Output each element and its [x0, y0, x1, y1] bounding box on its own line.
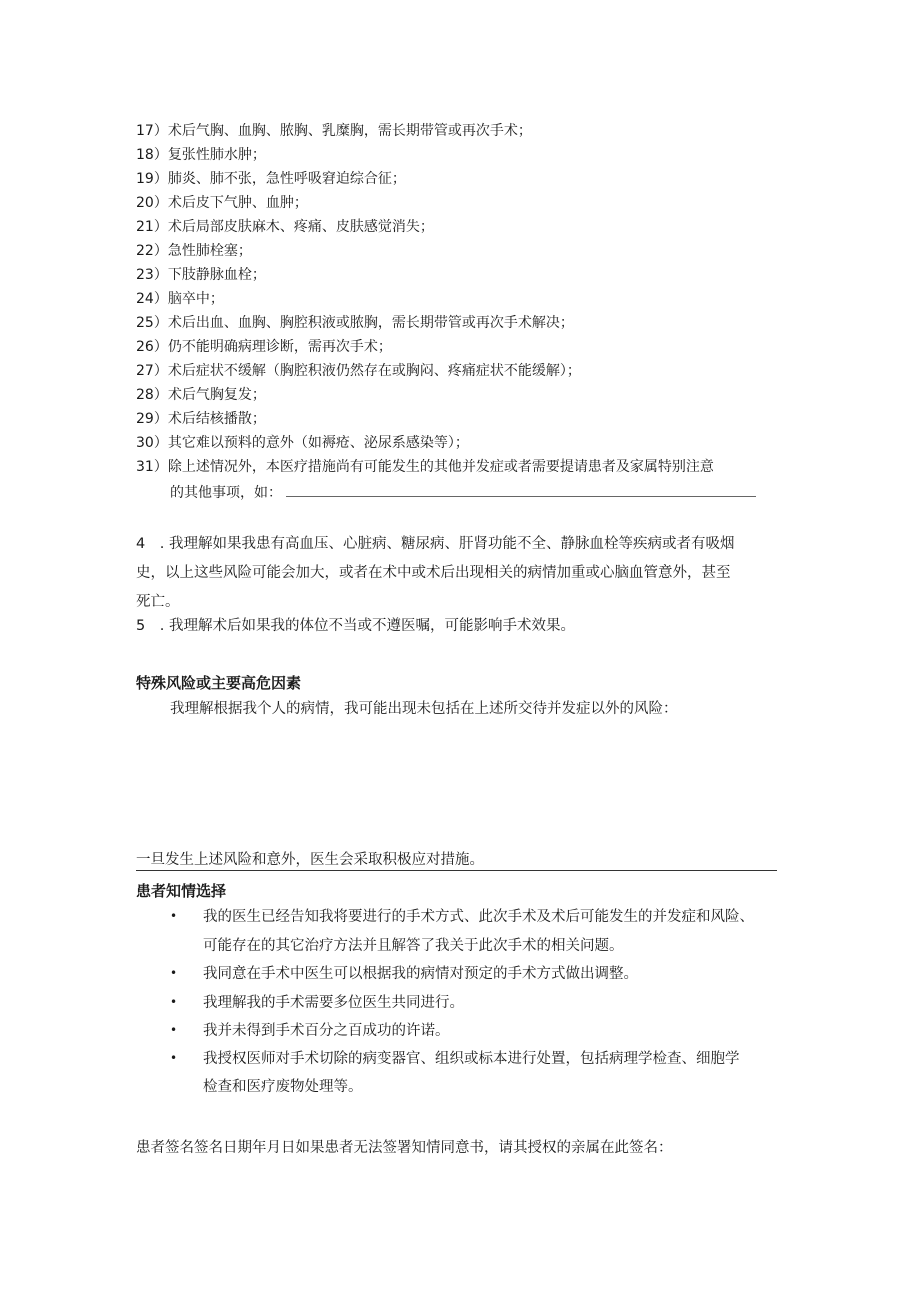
bullet: • [170, 909, 178, 923]
list-item: 17）术后气胸、血胸、脓胸、乳糜胸，需长期带管或再次手术； [136, 123, 532, 139]
list-item: 30）其它难以预料的意外（如褥疮、泌尿系感染等）； [136, 435, 469, 451]
divider [136, 870, 777, 871]
other-matters-blank[interactable] [286, 482, 756, 497]
paragraph-5: 5 . 我理解术后如果我的体位不当或不遵医嘱，可能影响手术效果。 [136, 618, 575, 634]
choice-item-3: 我理解我的手术需要多位医生共同进行。 [203, 995, 464, 1011]
bullet: • [170, 1051, 178, 1065]
list-item: 19）肺炎、肺不张，急性呼吸窘迫综合征； [136, 171, 406, 187]
list-item: 28）术后气胸复发； [136, 387, 266, 403]
choice-item-2: 我同意在手术中医生可以根据我的病情对预定的手术方式做出调整。 [203, 966, 638, 982]
bullet: • [170, 995, 178, 1009]
list-item: 22）急性肺栓塞； [136, 243, 252, 259]
bullet: • [170, 1023, 178, 1037]
other-matters-label: 的其他事项，如： [170, 485, 282, 501]
choice-item-1: 我的医生已经告知我将要进行的手术方式、此次手术及术后可能发生的并发症和风险、 [203, 909, 754, 925]
list-item: 23）下肢静脉血栓； [136, 267, 266, 283]
informed-choice-heading: 患者知情选择 [136, 882, 227, 900]
list-item: 29）术后结核播散； [136, 411, 266, 427]
list-item: 25）术后出血、血胸、胸腔积液或脓胸，需长期带管或再次手术解决； [136, 315, 574, 331]
choice-item-4: 我并未得到手术百分之百成功的许诺。 [203, 1023, 450, 1039]
choice-item-1-cont: 可能存在的其它治疗方法并且解答了我关于此次手术的相关问题。 [203, 938, 624, 954]
other-matters-line [170, 482, 756, 502]
special-risk-text: 我理解根据我个人的病情，我可能出现未包括在上述所交待并发症以外的风险： [170, 701, 678, 717]
choice-item-5-cont: 检查和医疗废物处理等。 [203, 1079, 363, 1095]
list-item: 31）除上述情况外，本医疗措施尚有可能发生的其他并发症或者需要提请患者及家属特别注意 [136, 459, 714, 475]
bullet: • [170, 966, 178, 980]
special-risk-heading: 特殊风险或主要高危因素 [136, 674, 302, 692]
paragraph-4: 4 . 我理解如果我患有高血压、心脏病、糖尿病、肝肾功能不全、静脉血栓等疾病或者有吸烟 史，以上这些风险可能会加大，或者在术中或术后出现相关的病情加重或心脑血管意外，甚至 死亡。 [136, 536, 735, 610]
signature-text: 患者签名签名日期年月日如果患者无法签署知情同意书，请其授权的亲属在此签名： [136, 1140, 673, 1156]
list-item: 18）复张性肺水肿； [136, 147, 266, 163]
list-item: 21）术后局部皮肤麻木、疼痛、皮肤感觉消失； [136, 219, 434, 235]
list-item: 26）仍不能明确病理诊断，需再次手术； [136, 339, 392, 355]
list-item: 24）脑卒中； [136, 291, 224, 307]
measures-text: 一旦发生上述风险和意外，医生会采取积极应对措施。 [136, 852, 484, 868]
choice-item-5: 我授权医师对手术切除的病变器官、组织或标本进行处置，包括病理学检查、细胞学 [203, 1051, 740, 1067]
list-item: 20）术后皮下气肿、血肿； [136, 195, 308, 211]
list-item: 27）术后症状不缓解（胸腔积液仍然存在或胸闷、疼痛症状不能缓解）； [136, 363, 581, 379]
